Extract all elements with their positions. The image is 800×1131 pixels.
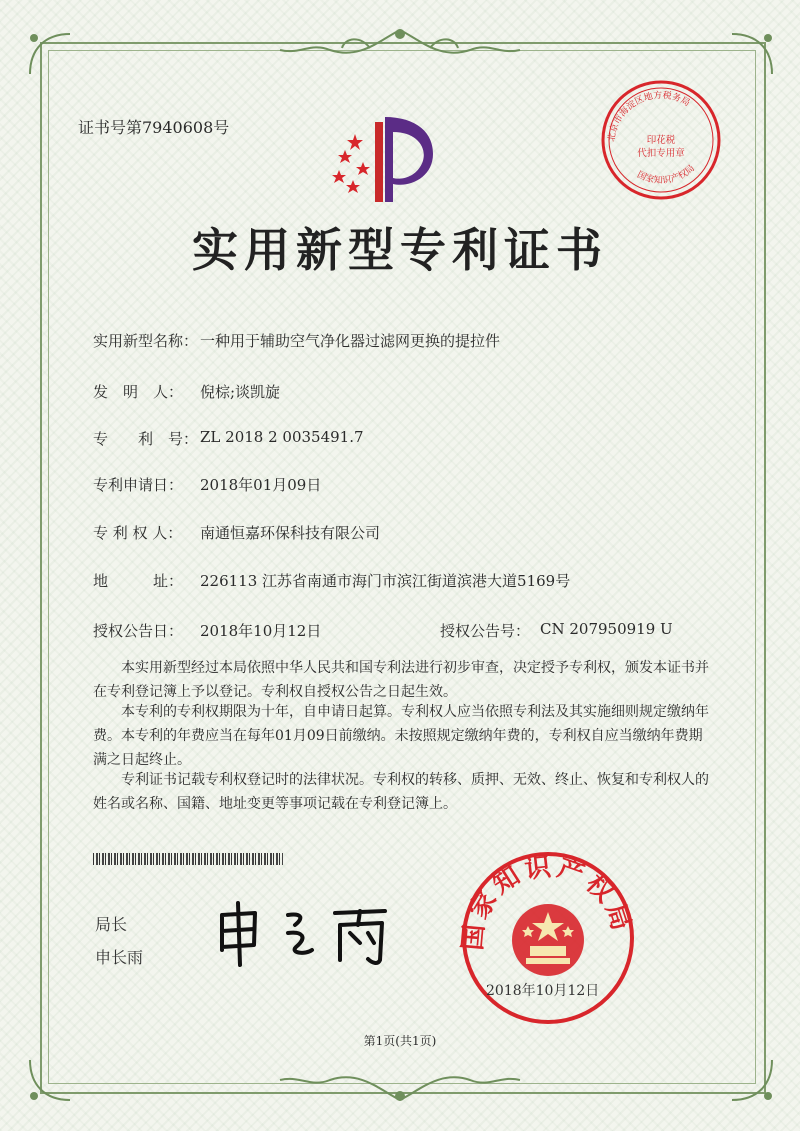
barcode bbox=[93, 853, 283, 865]
page-footer: 第1页(共1页) bbox=[363, 1034, 437, 1048]
patentee-value: 南通恒嘉环保科技有限公司 bbox=[200, 524, 381, 542]
patentee-label: 专 利 权 人： bbox=[93, 524, 183, 542]
top-ornament bbox=[250, 20, 550, 70]
inventor-label: 发 明 人： bbox=[93, 383, 184, 401]
utility-model-name-value: 一种用于辅助空气净化器过滤网更换的提拉件 bbox=[200, 332, 501, 350]
grant-date-value: 2018年10月12日 bbox=[200, 622, 322, 640]
certificate-number: 证书号第7940608号 bbox=[78, 118, 230, 137]
corner-ornament-bl bbox=[20, 1050, 80, 1110]
patent-number-value: ZL 2018 2 0035491.7 bbox=[200, 428, 364, 446]
patent-office-logo bbox=[325, 112, 445, 207]
address-value: 226113 江苏省南通市海门市滨江街道滨港大道5169号 bbox=[200, 572, 571, 590]
corner-ornament-br bbox=[722, 1050, 782, 1110]
address-label: 地 址： bbox=[93, 572, 184, 590]
corner-ornament-tl bbox=[20, 24, 80, 84]
commissioner-name: 申长雨 bbox=[95, 948, 144, 967]
commissioner-title: 局长 bbox=[95, 915, 128, 934]
inventor-value: 倪棕;谈凯旋 bbox=[200, 383, 281, 401]
grant-number-label: 授权公告号： bbox=[440, 622, 531, 640]
filing-date-value: 2018年01月09日 bbox=[200, 476, 322, 494]
corner-ornament-tr bbox=[722, 24, 782, 84]
certificate-title: 实用新型专利证书 bbox=[192, 223, 608, 277]
paragraph-term: 本专利的专利权期限为十年，自申请日起算。专利权人应当依照专利法及其实施细则规定缴纳年费。本专利的年费应当在每年01月09日前缴纳。未按照规定缴纳年费的，专利权自应当缴纳年费期满之日起终止。 bbox=[93, 704, 709, 768]
paragraph-legal-status: 专利证书记载专利权登记时的法律状况。专利权的转移、质押、无效、终止、恢复和专利权人的姓名或名称、国籍、地址变更等事项记载在专利登记簿上。 bbox=[93, 772, 709, 812]
official-seal bbox=[458, 848, 638, 1028]
handwritten-signature bbox=[210, 895, 400, 970]
patent-number-label: 专 利 号： bbox=[93, 430, 199, 448]
grant-date-label: 授权公告日： bbox=[93, 622, 184, 640]
paragraph-grant: 本实用新型经过本局依照中华人民共和国专利法进行初步审查，决定授予专利权，颁发本证书并在专利登记簿上予以登记。专利权自授权公告之日起生效。 bbox=[93, 660, 709, 700]
svg-text:北京市海淀区地方税务局: 北京市海淀区地方税务局 bbox=[606, 90, 692, 143]
bottom-ornament bbox=[250, 1060, 550, 1110]
grant-number-value: CN 207950919 U bbox=[540, 620, 673, 638]
svg-text:印花税: 印花税 bbox=[646, 135, 676, 146]
stamp-duty-seal bbox=[596, 75, 726, 205]
svg-text:国家知识产权局: 国家知识产权局 bbox=[458, 851, 638, 952]
utility-model-name-label: 实用新型名称： bbox=[93, 332, 199, 350]
seal-date: 2018年10月12日 bbox=[486, 983, 600, 999]
svg-text:代扣专用章: 代扣专用章 bbox=[637, 148, 685, 159]
filing-date-label: 专利申请日： bbox=[93, 476, 184, 494]
svg-text:国家知识产权局: 国家知识产权局 bbox=[635, 163, 697, 187]
